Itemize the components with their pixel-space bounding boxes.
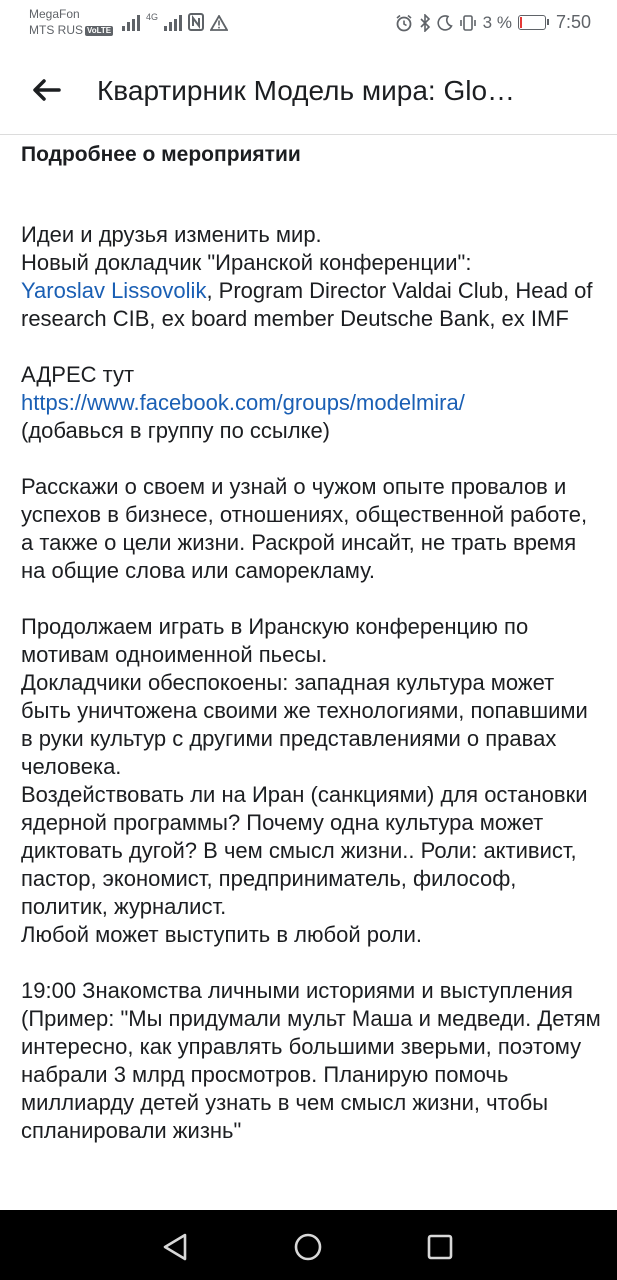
battery-level <box>520 17 522 28</box>
battery-percent: 3 % <box>482 12 512 32</box>
speaker-link[interactable]: Yaroslav Lissovolik <box>21 278 207 303</box>
schedule-line-1: 19:00 Знакомства личными историями и выступления <box>21 978 573 1003</box>
conference-line-4: Любой может выступить в любой роли. <box>21 922 422 947</box>
system-nav-bar <box>0 1210 617 1280</box>
signal-icon-2 <box>164 15 182 31</box>
arrow-left-icon <box>31 78 61 102</box>
moon-icon <box>437 15 453 31</box>
back-button[interactable] <box>26 70 66 110</box>
nfc-icon <box>188 13 204 31</box>
app-bar <box>0 46 617 135</box>
schedule-line-2: (Пример: "Мы придумали мульт Маша и медведи. Детям интересно, как управлять большими зверьми, поэтому набрали 3 млрд просмотров. Планирую помочь миллиарду детей узнать в чем смысл жизни, чтобы спланировали жизнь" <box>21 1006 601 1143</box>
conference-line-2: Докладчики обеспокоены: западная культура может быть уничтожена своими же технологиями, попавшими в руки культур с другими представлениями о правах человека. <box>21 670 588 779</box>
address-note: (добавься в группу по ссылке) <box>21 418 330 443</box>
alarm-icon <box>395 14 413 32</box>
nav-home-button[interactable] <box>291 1230 325 1264</box>
group-link[interactable]: https://www.facebook.com/groups/modelmira/ <box>21 390 465 415</box>
intro-line-1: Идеи и друзья изменить мир. <box>21 222 322 247</box>
nav-back-button[interactable] <box>158 1230 192 1264</box>
intro-line-2: Новый докладчик "Иранской конференции": <box>21 250 472 275</box>
signal-group <box>122 13 228 31</box>
conference-line-1: Продолжаем играть в Иранскую конференцию по мотивам одноименной пьесы. <box>21 614 529 667</box>
carrier-1: MegaFon <box>29 7 80 21</box>
nav-recents-button[interactable] <box>423 1230 457 1264</box>
signal-icon <box>122 15 140 31</box>
vibrate-icon <box>459 14 477 32</box>
circle-home-icon <box>293 1232 323 1262</box>
page-title: Квартирник Модель мира: Glo… <box>97 75 516 106</box>
paragraph-intro <box>21 221 601 333</box>
paragraph-conference <box>21 613 601 949</box>
clock: 7:50 <box>555 12 591 32</box>
warning-icon <box>210 15 228 31</box>
volte-badge: VoLTE <box>87 26 112 35</box>
status-bar <box>0 0 617 46</box>
section-heading: Подробнее о мероприятии <box>21 143 301 166</box>
battery-icon <box>518 15 546 30</box>
address-label: АДРЕС тут <box>21 362 135 387</box>
paragraph-schedule <box>21 977 601 1145</box>
event-details[interactable] <box>21 135 601 1210</box>
paragraph-share: Расскажи о своем и узнай о чужом опыте провалов и успехов в бизнесе, отношениях, общественной работе, а также о цели жизни. Раскрой инсайт, не трать время на общие слова или саморекламу. <box>21 474 588 583</box>
carrier-info <box>29 6 113 38</box>
paragraph-address <box>21 361 601 445</box>
conference-line-3: Воздействовать ли на Иран (санкциями) для остановки ядерной программы? Почему одна культура может диктовать дугой? В чем смысл жизни.. Роли: активист, пастор, экономист, предприниматель, философ, политик, журналист. <box>21 782 588 919</box>
status-right <box>395 12 591 33</box>
square-recents-icon <box>426 1233 454 1261</box>
speaker-details: , Program Director Valdai Club, Head of research CIB, ex board member Deutsche Bank, ex IMF <box>21 278 593 331</box>
network-type: 4G <box>146 12 159 22</box>
triangle-back-icon <box>161 1232 189 1262</box>
carrier-2: MTS RUS <box>29 23 83 37</box>
bluetooth-icon <box>419 14 431 32</box>
